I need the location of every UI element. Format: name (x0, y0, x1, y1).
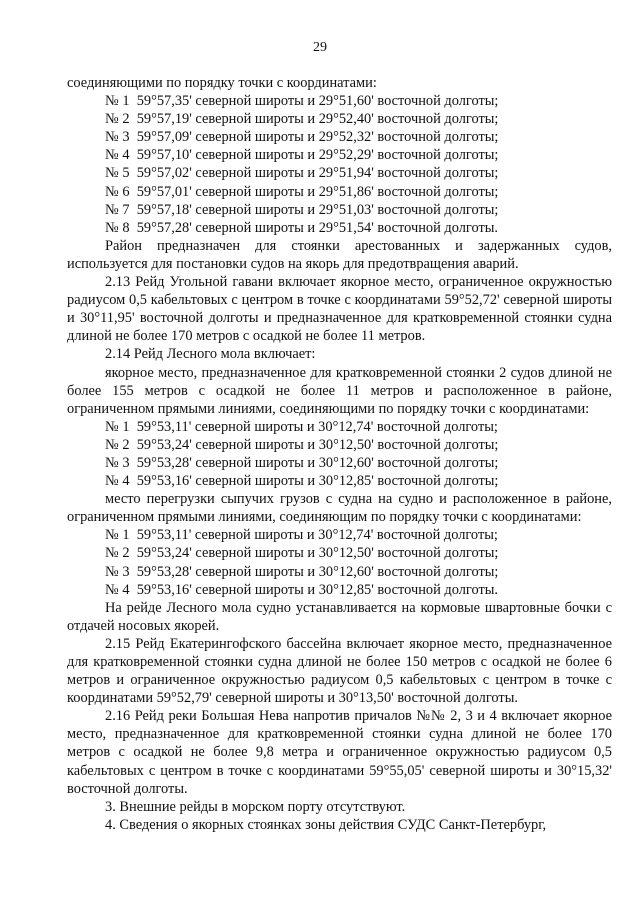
coordinate-list-3 (67, 526, 612, 598)
paragraph-purpose: Район предназначен для стоянки арестованных и задержанных судов, используется для постановки судов на якорь для предотвращения аварий. (67, 237, 612, 272)
coordinate-point: № 1 59°53,11' северной широты и 30°12,74' восточной долготы; (105, 527, 498, 544)
page-number: 29 (313, 40, 327, 55)
coordinate-point: № 6 59°57,01' северной широты и 29°51,86' восточной долготы; (105, 183, 499, 200)
paragraph-4: 4. Сведения о якорных стоянках зоны действия СУДС Санкт-Петербург, (105, 816, 547, 833)
coordinate-point: № 3 59°57,09' северной широты и 29°52,32' восточной долготы; (105, 129, 499, 146)
coordinate-point: № 7 59°57,18' северной широты и 29°51,03' восточной долготы; (105, 201, 499, 218)
paragraph-2-16: 2.16 Рейд реки Большая Нева напротив причалов №№ 2, 3 и 4 включает якорное место, предназначенное для кратковременной стоянки судна длиной не более 170 метров с осадкой не более 9,8 метра и ограниченное окружностью радиусом 0,5 кабельтовых с центром в точке с координатами 59°55,05' северной широты и 30°15,32' восточной долготы. (67, 708, 612, 797)
coordinate-point: № 2 59°53,24' северной широты и 30°12,50' восточной долготы; (105, 436, 499, 453)
paragraph-2-14-anchor: якорное место, предназначенное для кратковременной стоянки 2 судов длиной не более 155 метров с осадкой не более 11 метров и расположенное в районе, ограниченном прямыми линиями, соединяющими по порядку точки с координатами: (67, 364, 612, 417)
coordinate-point: № 2 59°57,19' северной широты и 29°52,40' восточной долготы; (105, 111, 499, 128)
coordinate-point: № 3 59°53,28' северной широты и 30°12,60' восточной долготы; (105, 454, 499, 471)
paragraph-2-13: 2.13 Рейд Угольной гавани включает якорное место, ограниченное окружностью радиусом 0,5 кабельтовых с центром в точке с координатами 59°52,72' северной широты и 30°11,95' восточной долготы и предназначенное для кратковременной стоянки судна длиной не более 170 метров с осадкой не более 11 метров. (67, 274, 612, 345)
intro-line: соединяющими по порядку точки с координатами: (67, 75, 377, 91)
coordinate-point: № 5 59°57,02' северной широты и 29°51,94' восточной долготы; (105, 165, 499, 182)
coordinate-point: № 8 59°57,28' северной широты и 29°51,54' восточной долготы. (105, 219, 499, 236)
paragraph-2-15: 2.15 Рейд Екатерингофского бассейна включает якорное место, предназначенное для кратковременной стоянки судна длиной не более 150 метров с осадкой не более 6 метров и ограниченное окружностью радиусом 0,5 кабельтовых с центром в точке с координатами 59°52,79' северной широты и 30°13,50' восточной долготы. (67, 635, 612, 707)
coordinate-list-1 (67, 92, 612, 237)
coordinate-point: № 4 59°53,16' северной широты и 30°12,85' восточной долготы. (105, 581, 499, 598)
coordinate-point: № 4 59°57,10' северной широты и 29°52,29' восточной долготы; (105, 147, 499, 164)
coordinate-point: № 1 59°57,35' северной широты и 29°51,60' восточной долготы; (105, 93, 499, 110)
coordinate-list-2 (67, 418, 612, 490)
paragraph-2-14-mooring: На рейде Лесного мола судно устанавливается на кормовые швартовные бочки с отдачей носовых якорей. (67, 599, 612, 634)
paragraph-3: 3. Внешние рейды в морском порту отсутствуют. (105, 798, 406, 815)
document-body (67, 74, 612, 834)
coordinate-point: № 4 59°53,16' северной широты и 30°12,85' восточной долготы; (105, 473, 499, 490)
coordinate-point: № 2 59°53,24' северной широты и 30°12,50' восточной долготы; (105, 545, 499, 562)
paragraph-2-14-title: 2.14 Рейд Лесного мола включает: (105, 346, 316, 363)
paragraph-2-14-transfer: место перегрузки сыпучих грузов с судна на судно и расположенное в районе, ограниченном прямыми линиями, соединяющим по порядку точки с координатами: (67, 491, 612, 526)
coordinate-point: № 1 59°53,11' северной широты и 30°12,74' восточной долготы; (105, 418, 498, 435)
coordinate-point: № 3 59°53,28' северной широты и 30°12,60' восточной долготы; (105, 563, 499, 580)
